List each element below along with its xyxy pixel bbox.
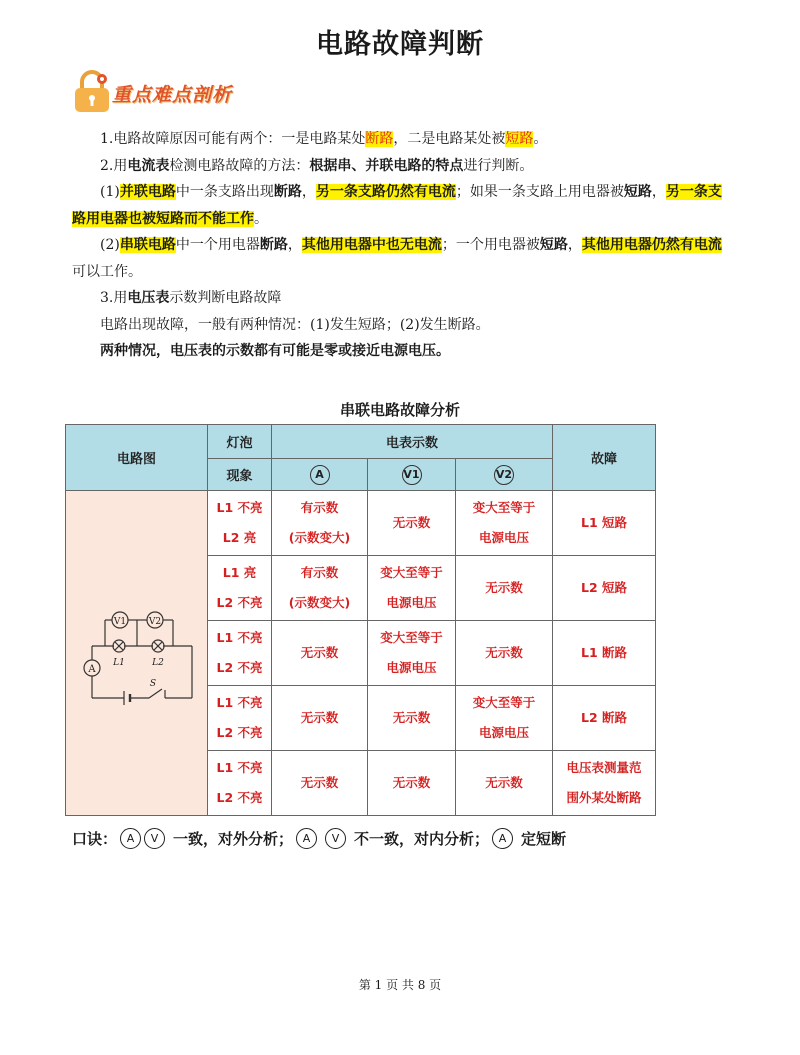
cell-line: L2 不亮 xyxy=(216,790,263,805)
table-row xyxy=(66,491,656,556)
ammeter-icon: A xyxy=(296,828,317,849)
reading-v2-cell xyxy=(456,491,553,556)
cell-line: 无示数 xyxy=(300,645,339,660)
text: ， xyxy=(567,237,582,253)
cell-line: L1 不亮 xyxy=(216,500,263,515)
body-text xyxy=(72,126,732,365)
paragraph-6: 电路出现故障，一般有两种情况：(1)发生短路；(2)发生断路。 xyxy=(100,316,490,333)
bold-text: 短路 xyxy=(539,237,568,253)
paragraph-3 xyxy=(72,179,732,232)
bulb-cell xyxy=(208,556,272,621)
bold-text: 电流表 xyxy=(127,157,170,174)
paragraph-2 xyxy=(72,153,732,180)
cell-line: 变大至等于 xyxy=(472,500,536,515)
l2-label: L2 xyxy=(151,658,164,668)
cell-line: L2 不亮 xyxy=(216,725,263,740)
reading-v2-cell xyxy=(456,556,553,621)
cell-line: L1 不亮 xyxy=(216,760,263,775)
voltmeter-1-icon: V1 xyxy=(402,465,422,485)
cell-line: L2 短路 xyxy=(580,580,627,595)
text: ；一个用电器被 xyxy=(441,237,540,253)
bold-text: 断路 xyxy=(273,184,302,200)
cell-line: L1 亮 xyxy=(222,565,257,580)
mnemonic-text: 一致，对外分析； xyxy=(173,830,294,848)
section-badge xyxy=(72,70,272,114)
cell-line: L2 不亮 xyxy=(216,595,263,610)
reading-v2-cell xyxy=(456,751,553,816)
paragraph-5 xyxy=(72,285,732,312)
cell-line: 无示数 xyxy=(300,775,339,790)
cell-line: 有示数 xyxy=(300,565,339,580)
text: ， xyxy=(301,184,316,200)
voltmeter-icon: V xyxy=(144,828,165,849)
highlight: 并联电路 xyxy=(119,184,176,200)
reading-v1-cell xyxy=(368,751,456,816)
text: ， xyxy=(651,184,666,200)
circuit-diagram xyxy=(77,598,197,708)
header-readings: 电表示数 xyxy=(272,425,553,459)
bold-text: 断路 xyxy=(259,237,288,253)
cell-line: 电源电压 xyxy=(386,660,437,675)
cell-line: 无示数 xyxy=(392,515,431,530)
cell-line: (示数变大) xyxy=(288,595,351,610)
cell-line: 有示数 xyxy=(300,500,339,515)
cell-line: L2 断路 xyxy=(580,710,627,725)
text: 1.电路故障原因可能有两个：一是电路某处 xyxy=(100,131,366,147)
paragraph-1 xyxy=(72,126,732,153)
text: 可以工作。 xyxy=(72,263,142,280)
text: 。 xyxy=(533,131,548,147)
mnemonic-text: 定短断 xyxy=(521,830,567,848)
header-circuit: 电路图 xyxy=(66,425,208,491)
text: (1) xyxy=(100,184,120,200)
fault-cell xyxy=(553,491,656,556)
text: 示数判断电路故障 xyxy=(169,290,282,306)
cell-line: L2 不亮 xyxy=(216,660,263,675)
fault-cell xyxy=(553,751,656,816)
text: 进行判断。 xyxy=(463,157,534,174)
bold-text: 根据串、并联电路的特点 xyxy=(309,157,464,174)
highlight: 短路 xyxy=(505,131,534,147)
badge-label: 重点难点剖析 xyxy=(112,84,233,106)
cell-line: 无示数 xyxy=(485,580,523,595)
cell-line: 无示数 xyxy=(392,710,431,725)
cell-line: 电源电压 xyxy=(386,595,437,610)
cell-line: (示数变大) xyxy=(288,530,351,545)
bold-text: 短路 xyxy=(623,184,652,200)
highlight: 断路 xyxy=(365,131,394,147)
fault-cell xyxy=(553,621,656,686)
text: 。 xyxy=(254,210,268,227)
cell-line: L1 断路 xyxy=(580,645,627,660)
text: 中一个用电器 xyxy=(175,237,260,253)
cell-line: 变大至等于 xyxy=(380,630,443,645)
header-meter-v2 xyxy=(456,459,553,491)
header-bulb-2: 现象 xyxy=(208,459,272,491)
cell-line: 电源电压 xyxy=(478,530,529,545)
text: ，二是电路某处被 xyxy=(393,131,506,147)
text: 2.用 xyxy=(100,157,128,174)
highlight: 其他用电器仍然有电流 xyxy=(581,237,722,253)
cell-line: 变大至等于 xyxy=(472,695,536,710)
cell-line: 电压表测量范 xyxy=(566,760,642,775)
reading-a-cell xyxy=(272,686,368,751)
v1-label: V1 xyxy=(113,617,126,627)
voltmeter-icon: V xyxy=(325,828,346,849)
bulb-cell xyxy=(208,621,272,686)
cell-line: L1 不亮 xyxy=(216,695,263,710)
paragraph-7: 两种情况，电压表的示数都有可能是零或接近电源电压。 xyxy=(100,343,450,359)
reading-a-cell xyxy=(272,621,368,686)
text: 3.用 xyxy=(100,290,128,306)
cell-line: 无示数 xyxy=(300,710,339,725)
cell-line: 电源电压 xyxy=(478,725,529,740)
reading-v2-cell xyxy=(456,621,553,686)
header-meter-a xyxy=(272,459,368,491)
bold-text: 电压表 xyxy=(127,290,170,306)
paragraph-4 xyxy=(72,232,732,285)
text: ；如果一条支路上用电器被 xyxy=(455,184,624,200)
circuit-diagram-cell xyxy=(66,491,208,816)
reading-v1-cell xyxy=(368,686,456,751)
cell-line: 围外某处断路 xyxy=(566,790,642,805)
cell-line: L1 不亮 xyxy=(216,630,263,645)
text: 中一条支路出现 xyxy=(175,184,274,200)
ammeter-icon: A xyxy=(310,465,330,485)
ammeter-icon: A xyxy=(120,828,141,849)
highlight: 串联电路 xyxy=(119,237,176,253)
ammeter-icon: A xyxy=(492,828,513,849)
reading-v1-cell xyxy=(368,621,456,686)
bulb-cell xyxy=(208,491,272,556)
mnemonic-text: 不一致，对内分析； xyxy=(354,830,490,848)
reading-a-cell xyxy=(272,491,368,556)
table-title: 串联电路故障分析 xyxy=(339,401,460,419)
fault-table xyxy=(65,424,656,816)
reading-a-cell xyxy=(272,751,368,816)
cell-line: L1 短路 xyxy=(580,515,627,530)
mnemonic xyxy=(72,828,566,849)
text: (2) xyxy=(100,237,120,253)
a-label: A xyxy=(87,664,96,675)
header-meter-v1 xyxy=(368,459,456,491)
s-label: S xyxy=(149,679,156,689)
highlight: 另一条支路用电器也被短路而不能工作 xyxy=(72,184,722,227)
table-header-row xyxy=(66,425,656,459)
cell-line: 无示数 xyxy=(485,775,523,790)
highlight: 其他用电器中也无电流 xyxy=(301,237,442,253)
fault-cell xyxy=(553,686,656,751)
reading-v1-cell xyxy=(368,491,456,556)
page-title: 电路故障判断 xyxy=(316,29,484,60)
header-bulb-1: 灯泡 xyxy=(208,425,272,459)
cell-line: 变大至等于 xyxy=(380,565,443,580)
page-footer: 第 1 页 共 8 页 xyxy=(358,978,442,992)
bulb-cell xyxy=(208,686,272,751)
cell-line: 无示数 xyxy=(392,775,431,790)
lock-icon xyxy=(72,70,112,114)
header-fault: 故障 xyxy=(553,425,656,491)
l1-label: L1 xyxy=(112,658,125,668)
highlight: 另一条支路仍然有电流 xyxy=(315,184,456,200)
cell-line: L2 亮 xyxy=(222,530,257,545)
bulb-cell xyxy=(208,751,272,816)
reading-a-cell xyxy=(272,556,368,621)
mnemonic-prefix: 口诀： xyxy=(72,830,118,848)
text: 检测电路故障的方法： xyxy=(169,157,310,174)
reading-v2-cell xyxy=(456,686,553,751)
reading-v1-cell xyxy=(368,556,456,621)
text: ， xyxy=(287,237,302,253)
v2-label: V2 xyxy=(148,617,161,627)
fault-cell xyxy=(553,556,656,621)
cell-line: 无示数 xyxy=(485,645,523,660)
voltmeter-2-icon: V2 xyxy=(494,465,514,485)
